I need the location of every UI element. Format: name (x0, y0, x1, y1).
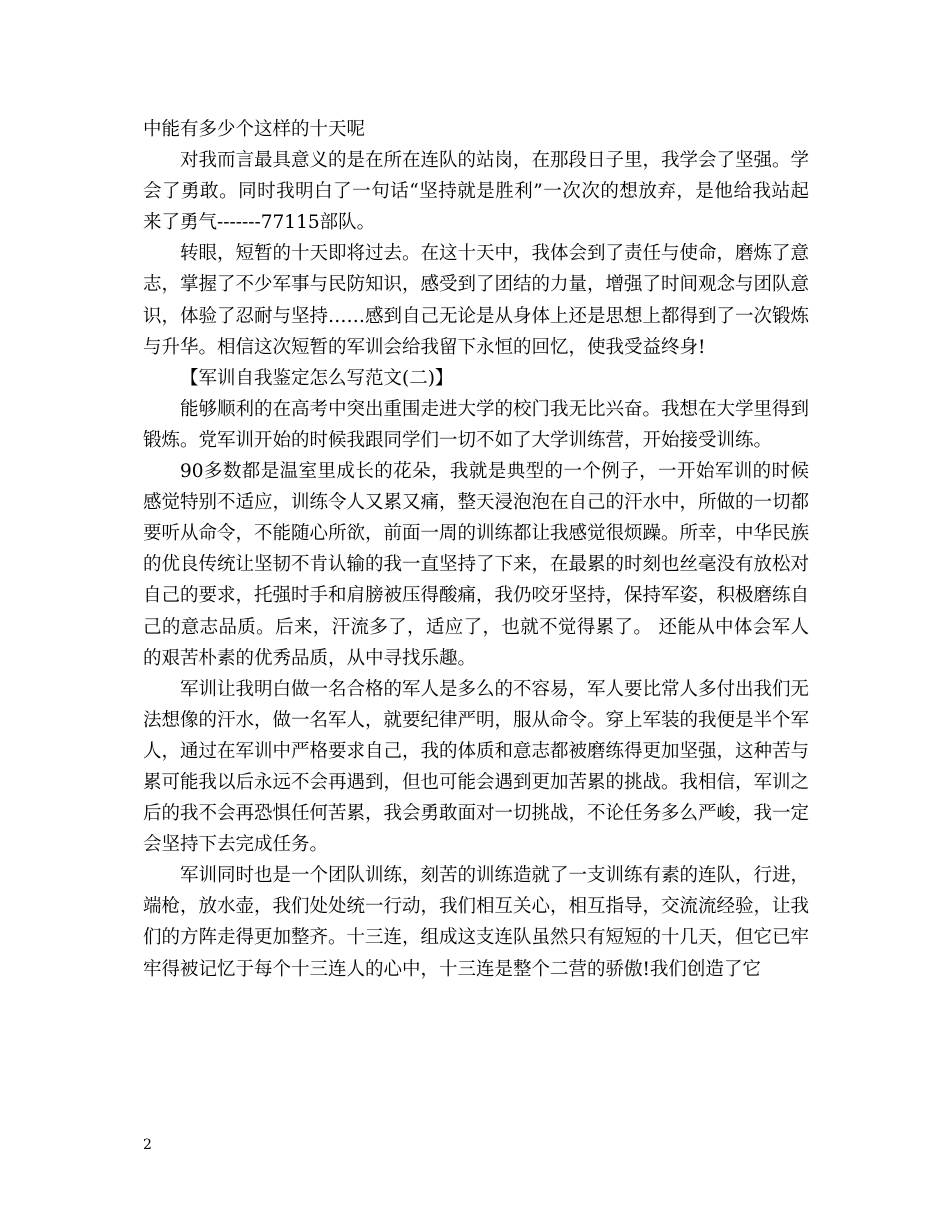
paragraph: 对我而言最具意义的是在所在连队的站岗，在那段日子里，我学会了坚强。学会了勇敢。同时我明白了一句话“坚持就是胜利”一次次的想放弃，是他给我站起来了勇气-------77115部队。 (143, 150, 810, 234)
page-number: 2 (143, 1137, 152, 1153)
paragraph: 转眼，短暂的十天即将过去。在这十天中，我体会到了责任与使命，磨炼了意志，掌握了不少军事与民防知识，感受到了团结的力量，增强了时间观念与团队意识，体验了忍耐与坚持……感到自己无论是从身体上还是思想上都得到了一次锻炼与升华。相信这次短暂的军训会给我留下永恒的回忆，使我受益终身! (143, 243, 810, 358)
paragraph: 军训让我明白做一名合格的军人是多么的不容易，军人要比常人多付出我们无法想像的汗水，做一名军人，就要纪律严明，服从命令。穿上军装的我便是半个军人，通过在军训中严格要求自己，我的体质和意志都被磨练得更加坚强，这种苦与累可能我以后永远不会再遇到，但也可能会遇到更加苦累的挑战。我相信，军训之后的我不会再恐惧任何苦累，我会勇敢面对一切挑战，不论任务多么严峻，我一定会坚持下去完成任务。 (143, 678, 810, 856)
paragraph: 90多数都是温室里成长的花朵，我就是典型的一个例子，一开始军训的时候感觉特别不适应，训练令人又累又痛，整天浸泡泡在自己的汗水中，所做的一切都要听从命令，不能随心所欲，前面一周的训练都让我感觉很烦躁。所幸，中华民族的优良传统让坚韧不肯认输的我一直坚持了下来，在最累的时刻也丝毫没有放松对自己的要求，托强时手和肩膀被压得酸痛，我仍咬牙坚持，保持军姿，积极磨练自己的意志品质。后来，汗流多了，适应了，也就不觉得累了。 还能从中体会军人的艰苦朴素的优秀品质，从中寻找乐趣。 (143, 461, 810, 669)
paragraph: 能够顺利的在高考中突出重围走进大学的校门我无比兴奋。我想在大学里得到锻炼。党军训开始的时候我跟同学们一切不如了大学训练营，开始接受训练。 (143, 398, 810, 451)
paragraph-continuation: 中能有多少个这样的十天呢 (143, 119, 366, 140)
body-text (143, 114, 809, 985)
paragraph: 军训同时也是一个团队训练，刻苦的训练造就了一支训练有素的连队，行进，端枪，放水壶，我们处处统一行动，我们相互关心，相互指导，交流流经验，让我们的方阵走得更加整齐。十三连，组成这支连队虽然只有短短的十几天，但它已牢牢得被记忆于每个十三连人的心中，十三连是整个二营的骄傲!我们创造了它 (143, 865, 810, 980)
section-heading: 【军训自我鉴定怎么写范文(二)】 (180, 367, 454, 389)
